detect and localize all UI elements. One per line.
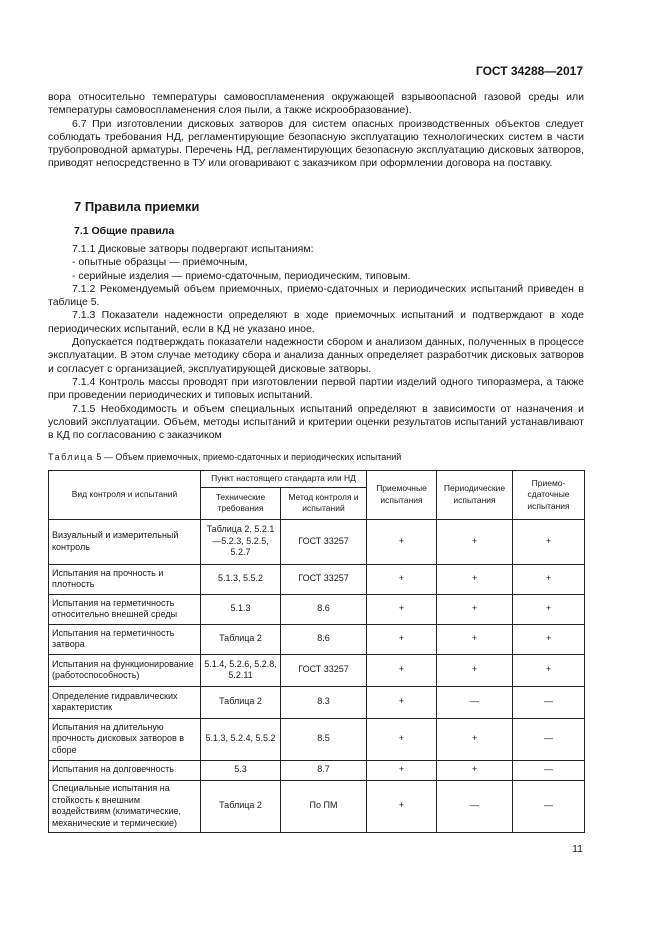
cell-periodic: + xyxy=(437,564,513,594)
cell-delivery: + xyxy=(513,654,585,686)
table-caption-text: 5 — Объем приемочных, приемо-сдаточных и периодических испытаний xyxy=(96,452,402,462)
cell-acceptance: + xyxy=(367,654,437,686)
paragraph-7-1-2: 7.1.2 Рекомендуемый объем приемочных, приемо-сдаточных и периодических испытаний приведен в таблице 5. xyxy=(48,282,584,309)
cell-kind: Испытания на долговечность xyxy=(49,760,201,780)
cell-delivery: + xyxy=(513,564,585,594)
header-delivery: Приемо-сдаточные испытания xyxy=(513,471,585,520)
paragraph-7-1-3: 7.1.3 Показатели надежности определяют в ходе приемочных испытаний и подтверждают в ходе периодических испытаний, если в КД не указано иное. xyxy=(48,309,584,335)
header-method: Метод контроля и испытаний xyxy=(281,487,367,519)
cell-acceptance: + xyxy=(367,594,437,624)
paragraph-continuation: вора относительно температуры самовоспламенения окружающей взрывоопасной газовой среды или температуры самовоспламенения слоя пыли, а также искрообразование). xyxy=(48,91,584,117)
cell-delivery: — xyxy=(513,686,585,718)
paragraph-7-1-3-cont: Допускается подтверждать показатели надежности сбором и анализом данных, полученных в процессе эксплуатации. В этом случае методику сбора и анализа данных определяет разработчик дисковых затворов и согласует с организацией, эксплуатирующей дисковые затворы. xyxy=(48,336,584,375)
cell-kind: Испытания на функционирование (работоспособность) xyxy=(49,654,201,686)
cell-method: 8.3 xyxy=(281,686,367,718)
table-caption-prefix: Таблица xyxy=(48,452,94,462)
table-row xyxy=(49,564,585,594)
cell-tech-req: 5.1.3, 5.2.4, 5.5.2 xyxy=(201,718,281,760)
paragraph-7-1-1: 7.1.1 Дисковые затворы подвергают испытаниям: xyxy=(72,243,314,255)
table-row xyxy=(49,780,585,832)
list-item: - опытные образцы — приемочным, xyxy=(72,256,248,269)
table-5 xyxy=(48,470,585,833)
cell-kind: Специальные испытания на стойкость к внешним воздействиям (климатические, механические и термические) xyxy=(49,780,201,832)
page-number: 11 xyxy=(572,843,583,855)
paragraph-7-1-5: 7.1.5 Необходимость и объем специальных испытаний определяют в зависимости от назначения и условий эксплуатации. Объем, методы испытаний и критерии оценки результатов испытаний устанавливают в КД по согласованию с заказчиком xyxy=(48,402,584,442)
table-row xyxy=(49,686,585,718)
cell-method: ГОСТ 33257 xyxy=(281,564,367,594)
cell-periodic: + xyxy=(437,594,513,624)
cell-acceptance: + xyxy=(367,624,437,654)
cell-tech-req: Таблица 2 xyxy=(201,624,281,654)
cell-kind: Испытания на прочность и плотность xyxy=(49,564,201,594)
cell-tech-req: 5.1.3, 5.5.2 xyxy=(201,564,281,594)
cell-periodic: + xyxy=(437,718,513,760)
paragraph-7-1-4: 7.1.4 Контроль массы проводят при изготовлении первой партии изделий одного типоразмера, а также при проведении периодических и типовых испытаний. xyxy=(48,375,584,402)
cell-method: ГОСТ 33257 xyxy=(281,519,367,564)
header-kind: Вид контроля и испытаний xyxy=(49,471,201,520)
table-row xyxy=(49,519,585,564)
cell-delivery: — xyxy=(513,760,585,780)
header-clause-group: Пункт настоящего стандарта или НД xyxy=(201,471,367,488)
cell-tech-req: Таблица 2, 5.2.1—5.2.3, 5.2.5, 5.2.7 xyxy=(201,519,281,564)
cell-periodic: + xyxy=(437,760,513,780)
header-acceptance: Приемочные испытания xyxy=(367,471,437,520)
cell-delivery: + xyxy=(513,624,585,654)
cell-periodic: + xyxy=(437,624,513,654)
cell-periodic: — xyxy=(437,780,513,832)
intro-block xyxy=(48,91,584,171)
paragraph-6-7: 6.7 При изготовлении дисковых затворов для систем опасных производственных объектов следует соблюдать требования НД, регламентирующие безопасную эксплуатацию технологических систем в части трубопроводной арматуры. Перечень НД, регламентирующих безопасную эксплуатацию дисковых затворов, приводят непосредственно в ТУ или оговаривают с заказчиком при оформлении договора на поставку. xyxy=(48,117,584,170)
table-row xyxy=(49,624,585,654)
header-periodic: Периодические испытания xyxy=(437,471,513,520)
section-body xyxy=(48,243,584,442)
cell-periodic: — xyxy=(437,686,513,718)
header-tech-req: Технические требования xyxy=(201,487,281,519)
section-title: 7 Правила приемки xyxy=(74,199,200,214)
cell-kind: Визуальный и измерительный контроль xyxy=(49,519,201,564)
document-code: ГОСТ 34288—2017 xyxy=(475,64,583,78)
cell-delivery: + xyxy=(513,594,585,624)
cell-delivery: + xyxy=(513,519,585,564)
table-row xyxy=(49,718,585,760)
list-item: - серийные изделия — приемо-сдаточным, периодическим, типовым. xyxy=(72,269,411,282)
cell-tech-req: 5.3 xyxy=(201,760,281,780)
cell-tech-req: 5.1.3 xyxy=(201,594,281,624)
cell-acceptance: + xyxy=(367,780,437,832)
cell-tech-req: Таблица 2 xyxy=(201,686,281,718)
cell-periodic: + xyxy=(437,519,513,564)
cell-acceptance: + xyxy=(367,564,437,594)
cell-tech-req: Таблица 2 xyxy=(201,780,281,832)
cell-delivery: — xyxy=(513,780,585,832)
cell-tech-req: 5.1.4, 5.2.6, 5.2.8, 5.2.11 xyxy=(201,654,281,686)
cell-delivery: — xyxy=(513,718,585,760)
cell-acceptance: + xyxy=(367,519,437,564)
cell-kind: Определение гидравлических характеристик xyxy=(49,686,201,718)
cell-method: 8.5 xyxy=(281,718,367,760)
cell-kind: Испытания на герметичность затвора xyxy=(49,624,201,654)
cell-kind: Испытания на герметичность относительно внешней среды xyxy=(49,594,201,624)
cell-periodic: + xyxy=(437,654,513,686)
cell-method: 8.7 xyxy=(281,760,367,780)
table-row xyxy=(49,654,585,686)
table-row xyxy=(49,760,585,780)
cell-method: ГОСТ 33257 xyxy=(281,654,367,686)
cell-acceptance: + xyxy=(367,718,437,760)
table-row xyxy=(49,594,585,624)
cell-acceptance: + xyxy=(367,686,437,718)
subsection-title: 7.1 Общие правила xyxy=(74,225,175,237)
cell-acceptance: + xyxy=(367,760,437,780)
cell-method: 8.6 xyxy=(281,624,367,654)
cell-method: По ПМ xyxy=(281,780,367,832)
table-caption xyxy=(48,452,584,462)
cell-kind: Испытания на длительную прочность дисковых затворов в сборе xyxy=(49,718,201,760)
cell-method: 8.6 xyxy=(281,594,367,624)
